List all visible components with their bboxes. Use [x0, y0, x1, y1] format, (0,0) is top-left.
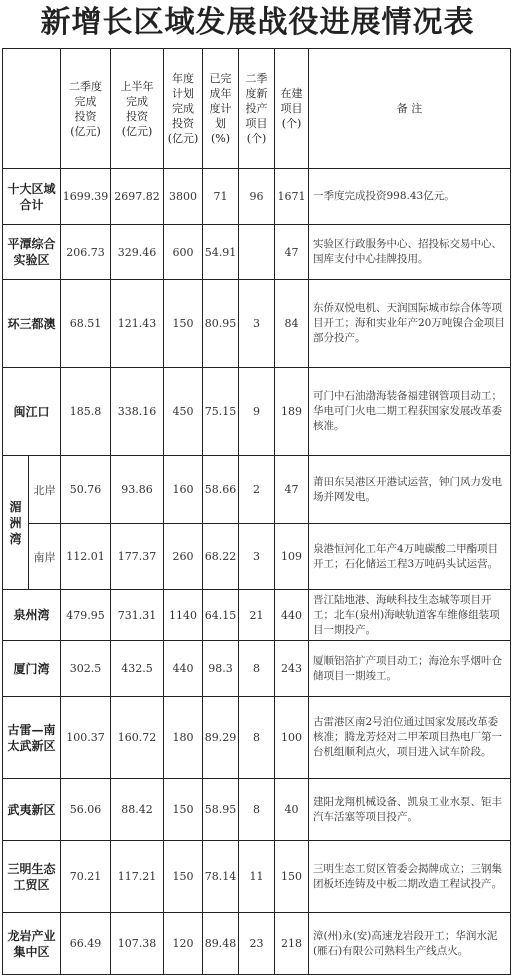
header-q2-investment: 二季度 完成 投资 (亿元)	[61, 49, 111, 169]
region-name: 平潭综合 实验区	[3, 225, 61, 280]
building-value: 47	[275, 225, 309, 280]
q2-value: 100.37	[61, 697, 111, 779]
pct-value: 98.3	[203, 641, 239, 697]
note-text: 东侨双悦电机、天润国际城市综合体等项目开工；海和实业年产20万吨镍合金项目部分投产。	[309, 280, 511, 368]
note-text: 漳(州)永(安)高速龙岩段开工；华润水泥(雁石)有限公司熟料生产线点火。	[309, 913, 511, 975]
header-region	[3, 49, 61, 169]
plan-value: 150	[164, 779, 203, 841]
region-name: 闽江口	[3, 368, 61, 456]
header-note: 备 注	[309, 49, 511, 169]
newproj-value: 21	[239, 590, 275, 641]
newproj-value	[239, 225, 275, 280]
building-value: 84	[275, 280, 309, 368]
pct-value: 78.14	[203, 841, 239, 913]
building-value: 150	[275, 841, 309, 913]
q2-value: 50.76	[61, 456, 111, 524]
h1-value: 88.42	[111, 779, 164, 841]
note-text: 实验区行政服务中心、招投标交易中心、国库支付中心挂牌投用。	[309, 225, 511, 280]
building-value: 1671	[275, 169, 309, 225]
table-row	[3, 641, 511, 697]
h1-value: 432.5	[111, 641, 164, 697]
table-row	[3, 524, 511, 590]
q2-value: 68.51	[61, 280, 111, 368]
table-row	[3, 368, 511, 456]
plan-value: 600	[164, 225, 203, 280]
header-h1-investment: 上半年 完成 投资 (亿元)	[111, 49, 164, 169]
table-row	[3, 590, 511, 641]
q2-value: 185.8	[61, 368, 111, 456]
newproj-value: 23	[239, 913, 275, 975]
region-name: 泉州湾	[3, 590, 61, 641]
plan-value: 3800	[164, 169, 203, 225]
pct-value: 89.29	[203, 697, 239, 779]
newproj-value: 11	[239, 841, 275, 913]
building-value: 109	[275, 524, 309, 590]
table-row	[3, 169, 511, 225]
plan-value: 180	[164, 697, 203, 779]
plan-value: 150	[164, 280, 203, 368]
pct-value: 68.22	[203, 524, 239, 590]
region-name: 古雷—南 太武新区	[3, 697, 61, 779]
plan-value: 160	[164, 456, 203, 524]
h1-value: 338.16	[111, 368, 164, 456]
note-text: 一季度完成投资998.43亿元。	[309, 169, 511, 225]
region-name: 龙岩产业 集中区	[3, 913, 61, 975]
note-text: 古雷港区南2号泊位通过国家发展改革委核准；腾龙芳烃对二甲苯项目热电厂第一台机组顺利点火，项目进入试车阶段。	[309, 697, 511, 779]
plan-value: 1140	[164, 590, 203, 641]
pct-value: 75.15	[203, 368, 239, 456]
q2-value: 56.06	[61, 779, 111, 841]
plan-value: 440	[164, 641, 203, 697]
table-row	[3, 841, 511, 913]
pct-value: 58.95	[203, 779, 239, 841]
region-name: 三明生态 工贸区	[3, 841, 61, 913]
newproj-value: 2	[239, 456, 275, 524]
region-name: 湄 洲 湾	[3, 456, 29, 590]
table-row	[3, 456, 511, 524]
h1-value: 2697.82	[111, 169, 164, 225]
header-annual-plan: 年度 计划 完成 投资 (亿元)	[164, 49, 203, 169]
note-text: 可门中石油渤海装备福建钢管项目动工；华电可门火电二期工程获国家发展改革委核准。	[309, 368, 511, 456]
page-title: 新增长区域发展战役进展情况表	[40, 5, 475, 40]
note-text: 厦顺铝箔扩产项目动工；海沧东孚烟叶仓储项目一期竣工。	[309, 641, 511, 697]
building-value: 440	[275, 590, 309, 641]
header-new-projects: 二季 度新 投产 项目 (个)	[239, 49, 275, 169]
building-value: 218	[275, 913, 309, 975]
table-row	[3, 697, 511, 779]
building-value: 189	[275, 368, 309, 456]
header-plan-percent: 已完 成年 度计 划 (%)	[203, 49, 239, 169]
h1-value: 329.46	[111, 225, 164, 280]
h1-value: 117.21	[111, 841, 164, 913]
q2-value: 302.5	[61, 641, 111, 697]
newproj-value: 8	[239, 697, 275, 779]
note-text: 莆田东吴港区开港试运营，钟门风力发电场并网发电。	[309, 456, 511, 524]
h1-value: 160.72	[111, 697, 164, 779]
table-row	[3, 913, 511, 975]
newproj-value: 3	[239, 280, 275, 368]
h1-value: 107.38	[111, 913, 164, 975]
h1-value: 121.43	[111, 280, 164, 368]
region-name: 十大区域 合计	[3, 169, 61, 225]
newproj-value: 8	[239, 779, 275, 841]
progress-table	[2, 48, 511, 975]
note-text: 三明生态工贸区管委会揭牌成立；三钢集团板坯连铸及中板二期改造工程试投产。	[309, 841, 511, 913]
building-value: 100	[275, 697, 309, 779]
q2-value: 1699.39	[61, 169, 111, 225]
q2-value: 66.49	[61, 913, 111, 975]
table-row	[3, 280, 511, 368]
region-name: 厦门湾	[3, 641, 61, 697]
region-name: 武夷新区	[3, 779, 61, 841]
newproj-value: 96	[239, 169, 275, 225]
table-row	[3, 225, 511, 280]
building-value: 243	[275, 641, 309, 697]
region-name: 环三都澳	[3, 280, 61, 368]
note-text: 建阳龙翔机械设备、凯泉工业水泵、钜丰汽车活塞等项目投产。	[309, 779, 511, 841]
table-row	[3, 779, 511, 841]
newproj-value: 8	[239, 641, 275, 697]
building-value: 40	[275, 779, 309, 841]
q2-value: 479.95	[61, 590, 111, 641]
h1-value: 93.86	[111, 456, 164, 524]
plan-value: 150	[164, 841, 203, 913]
q2-value: 112.01	[61, 524, 111, 590]
plan-value: 260	[164, 524, 203, 590]
pct-value: 54.91	[203, 225, 239, 280]
plan-value: 450	[164, 368, 203, 456]
pct-value: 64.15	[203, 590, 239, 641]
q2-value: 70.21	[61, 841, 111, 913]
header-row	[3, 49, 511, 169]
h1-value: 177.37	[111, 524, 164, 590]
pct-value: 80.95	[203, 280, 239, 368]
q2-value: 206.73	[61, 225, 111, 280]
plan-value: 120	[164, 913, 203, 975]
newproj-value: 9	[239, 368, 275, 456]
building-value: 47	[275, 456, 309, 524]
header-building-projects: 在建 项目 (个)	[275, 49, 309, 169]
h1-value: 731.31	[111, 590, 164, 641]
note-text: 泉港恒河化工年产4万吨碳酸二甲酯项目开工；石化储运工程3万吨码头试运营。	[309, 524, 511, 590]
newproj-value: 3	[239, 524, 275, 590]
sub-region-name: 南岸	[29, 524, 61, 590]
note-text: 晋江陆地港、海峡科技生态城等项目开工；北车(泉州)海峡轨道客车维修组装项目一期投产。	[309, 590, 511, 641]
sub-region-name: 北岸	[29, 456, 61, 524]
pct-value: 71	[203, 169, 239, 225]
pct-value: 58.66	[203, 456, 239, 524]
pct-value: 89.48	[203, 913, 239, 975]
